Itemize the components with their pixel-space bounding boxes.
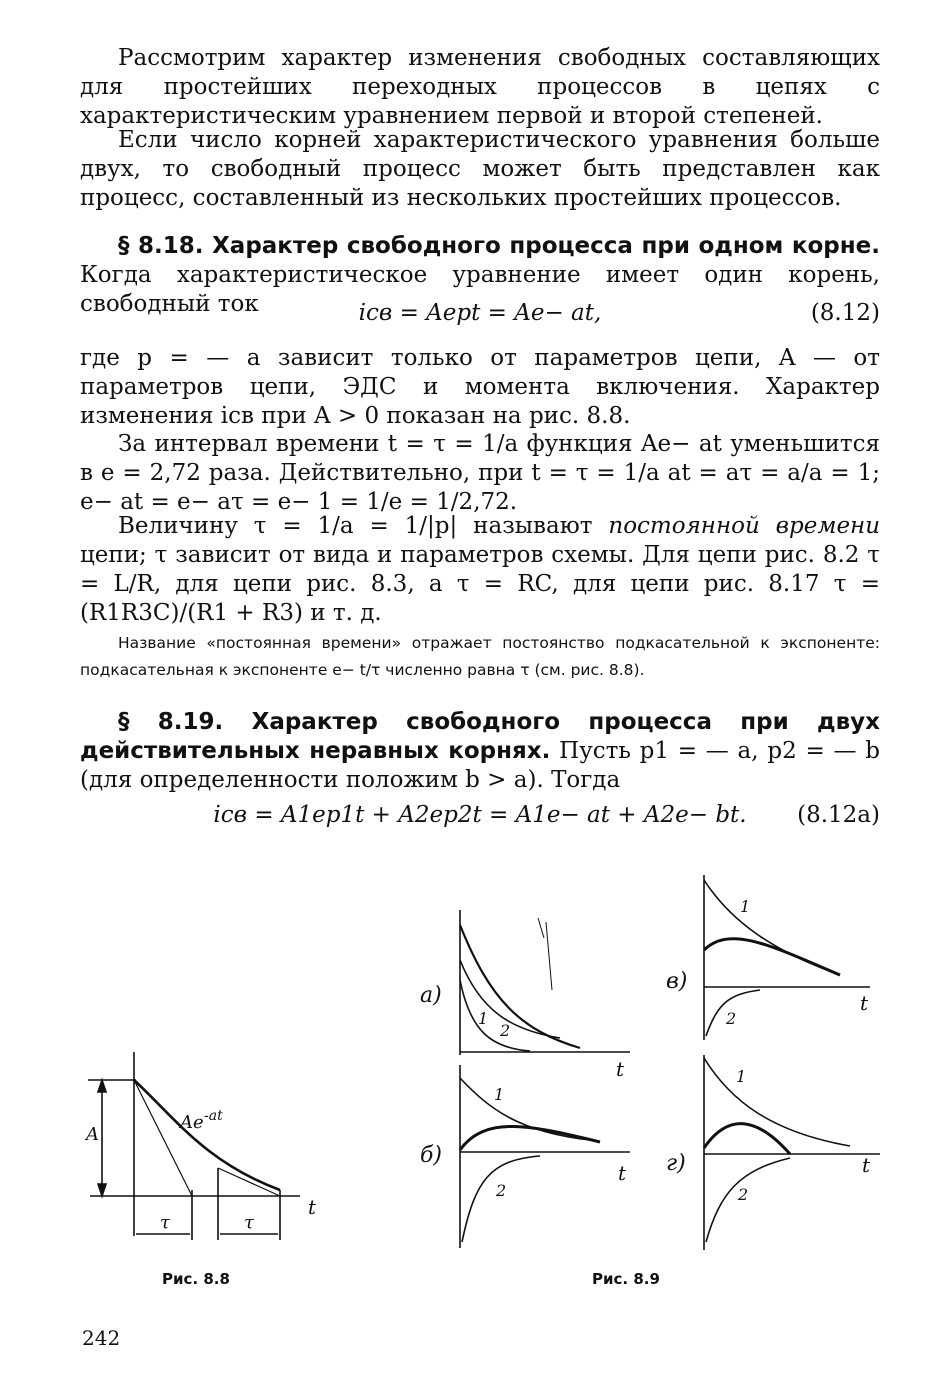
figure-8-8 — [80, 1050, 360, 1250]
equation-8-12a — [80, 800, 880, 830]
fig89-b-label-2: 2 — [496, 1181, 507, 1200]
section-8-18-text: Когда характеристическое уравнение имеет один корень, свободный ток — [80, 262, 880, 317]
fig89-b-label-1: 1 — [494, 1085, 505, 1104]
equation-8-12 — [80, 298, 880, 328]
figure-8-9 — [410, 870, 900, 1260]
time-constant-text-a: Величину τ = 1/a = 1/|p| называют — [118, 513, 593, 539]
fig88-tangent-1 — [134, 1080, 192, 1196]
fig89-v-label-t: t — [860, 991, 869, 1015]
section-8-19-text: Пусть p1 = — a, p2 = — b (для определенности положим b > a). Тогда — [80, 738, 880, 793]
fig89-v-label-1: 1 — [740, 897, 751, 916]
footnote-time-constant: Название «постоянная времени» отражает постоянство подкасательной к экспоненте: подкасательная к экспоненте e− t/τ численно равна τ (см. рис. 8.8). — [80, 634, 880, 679]
fig88-label-t: t — [308, 1195, 317, 1219]
fig89-g-label-2: 2 — [738, 1185, 749, 1204]
paragraph-interval: За интервал времени t = τ = 1/a функция Ae− at уменьшится в e = 2,72 раза. Действительно, при t = τ = 1/a at = aτ = a/a = 1; e− at = e− aτ = e− 1 = 1/e = 1/2,72. — [80, 431, 880, 515]
fig88-label-curve: Ae — [180, 1112, 204, 1133]
fig89-a-label-1: 1 — [478, 1009, 489, 1028]
fig89-v-curve-1 — [704, 880, 840, 975]
fig89-label-g: г) — [666, 1151, 686, 1176]
figure-8-8-caption: Рис. 8.8 — [162, 1270, 230, 1288]
fig89-v-label-2: 2 — [726, 1009, 737, 1028]
equation-8-12a-number: (8.12a) — [797, 802, 880, 828]
fig88-label-tau-2: τ — [244, 1212, 254, 1233]
fig89-b-curve-sum — [460, 1126, 600, 1150]
time-constant-term: постоянной времени — [608, 513, 881, 539]
fig89-label-a: а) — [420, 983, 442, 1008]
section-8-19-heading: § 8.19. Характер свободного процесса при двух действительных неравных корнях. — [80, 709, 880, 764]
fig88-label-exp: -at — [204, 1108, 223, 1124]
equation-8-12a-formula: iсв = A1ep1t + A2ep2t = A1e− at + A2e− bt. — [213, 802, 747, 828]
paragraph-roots: Если число корней характеристического уравнения больше двух, то свободный процесс может быть представлен как процесс, составленный из нескольких простейших процессов. — [80, 127, 880, 211]
fig89-panel-a — [460, 910, 630, 1055]
fig89-g-curve-1 — [704, 1058, 850, 1146]
fig88-tangent-2 — [218, 1168, 280, 1196]
equation-8-12-formula: iсв = Aept = Ae− at, — [358, 300, 602, 326]
page-number: 242 — [82, 1326, 121, 1350]
fig89-label-b: б) — [420, 1143, 443, 1168]
fig89-a-label-t: t — [616, 1057, 625, 1081]
fig89-b-label-t: t — [618, 1161, 627, 1185]
fig88-label-tau-1: τ — [160, 1212, 170, 1233]
section-8-18-heading: § 8.18. Характер свободного процесса при одном корне. — [118, 233, 880, 259]
paragraph-time-constant — [80, 512, 880, 628]
time-constant-text-b: цепи; τ зависит от вида и параметров схемы. Для цепи рис. 8.2 τ = L/R, для цепи рис. 8.3, а τ = RC, для цепи рис. 8.17 τ = (R1R3C)/(R1 + R3) и т. д. — [80, 542, 880, 626]
fig89-g-curve-sum — [704, 1124, 790, 1154]
paragraph-where-p: где p = — a зависит только от параметров цепи, A — от параметров цепи, ЭДС и момента включения. Характер изменения iсв при A > 0 показан на рис. 8.8. — [80, 345, 880, 429]
fig89-g-label-t: t — [862, 1153, 871, 1177]
section-8-19 — [80, 708, 880, 795]
fig89-g-label-1: 1 — [736, 1067, 747, 1086]
fig89-a-label-2: 2 — [500, 1021, 511, 1040]
fig89-panel-b — [460, 1065, 630, 1248]
fig89-panel-g — [704, 1055, 880, 1250]
fig89-a-curve-sum — [460, 925, 580, 1048]
equation-8-12-number: (8.12) — [810, 300, 880, 326]
fig88-label-A: A — [86, 1124, 99, 1145]
figure-8-9-caption: Рис. 8.9 — [592, 1270, 660, 1288]
fig89-b-curve-1 — [460, 1078, 590, 1140]
paragraph-intro: Рассмотрим характер изменения свободных составляющих для простейших переходных процессов в цепях с характеристическим уравнением первой и второй степеней. — [80, 45, 880, 129]
fig88-exponent-curve — [134, 1080, 280, 1190]
fig89-label-v: в) — [666, 969, 688, 994]
